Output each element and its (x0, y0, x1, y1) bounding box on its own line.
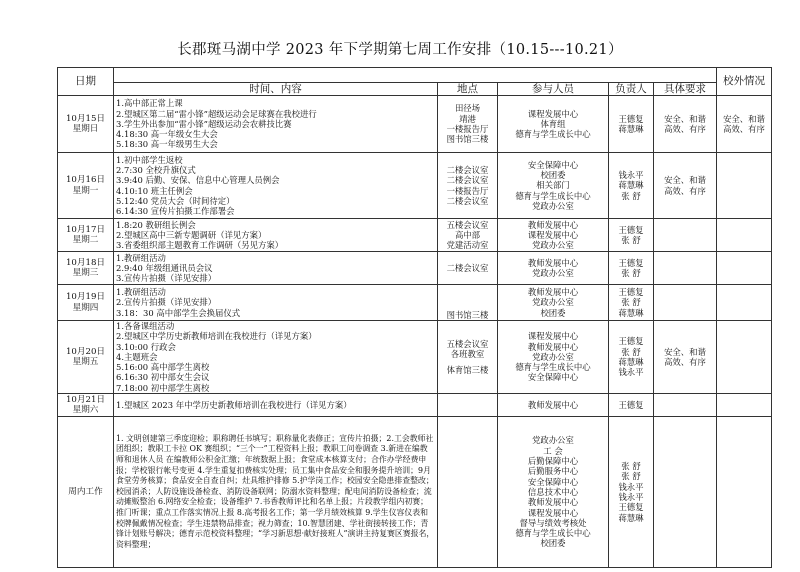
header-row (58, 83, 772, 96)
place-cell: 图书馆三楼 (438, 285, 498, 321)
page-title: 长郡斑马湖中学 2023 年下学期第七周工作安排（10.15---10.21） (177, 42, 623, 58)
people-cell: 教师发展中心 (498, 394, 609, 417)
content-cell: 1.望城区 2023 年中学历史新教师培训在我校进行（详见方案） (114, 394, 438, 417)
content-cell: 1.8:20 教研组长例会 2.望城区高中三新专题调研（详见方案） 3.省委组织部主题教育工作调研（另见方案） (114, 219, 438, 252)
content-cell: 1.教研组活动 2.宣传片拍摄（详见安排） 3.18：30 高中部学生会换届仪式 (114, 285, 438, 321)
offcampus-cell (717, 219, 772, 252)
people-cell: 党政办公室 工 会 后勤保障中心 后勤服务中心 安全保障中心 信息技术中心 教师发展中心 课程发展中心 督导与绩效考核处 德育与学生成长中心 校团委 (498, 417, 609, 568)
header-row-top (58, 68, 772, 83)
header-lead: 负责人 (609, 83, 654, 96)
date-cell: 10月17日 星期二 (58, 219, 114, 252)
req-cell (654, 285, 717, 321)
header-req: 具体要求 (654, 83, 717, 96)
req-cell: 安全、和谐 高效、有序 (654, 321, 717, 394)
lead-cell: 王德复 张 舒 蒋慧琳 (609, 285, 654, 321)
offcampus-cell (717, 285, 772, 321)
req-cell: 安全、和谐 高效、有序 (654, 96, 717, 153)
place-cell (438, 417, 498, 568)
offcampus-cell (717, 252, 772, 285)
lead-cell: 张 舒 张 舒 钱永平 钱永平 王德复 蒋慧琳 (609, 417, 654, 568)
content-cell: 1.各备课组活动 2.望城区中学历史新教师培训在我校进行（详见方案） 3.10:00 行政会 4.主题班会 5.16:00 高中部学生离校 6.16:30 初中部女生会议 7.18:00 初中部学生离校 (114, 321, 438, 394)
header-place: 地点 (438, 83, 498, 96)
weekly-label: 周内工作 (58, 417, 114, 568)
header-date: 日期 (58, 68, 114, 96)
date-cell: 10月19日 星期四 (58, 285, 114, 321)
lead-cell: 钱永平 蒋慧琳 张 舒 (609, 153, 654, 219)
offcampus-cell (717, 417, 772, 568)
header-offcampus: 校外情况 (717, 68, 772, 96)
people-cell: 教师发展中心 党政办公室 (498, 252, 609, 285)
place-cell: 田径场 靖港 一楼报告厅 图书馆三楼 (438, 96, 498, 153)
date-cell: 10月21日 星期六 (58, 394, 114, 417)
place-cell (438, 394, 498, 417)
table-row (58, 96, 772, 153)
req-cell (654, 219, 717, 252)
table-row (58, 219, 772, 252)
place-cell: 五楼会议室 各班教室 体育馆三楼 (438, 321, 498, 394)
date-cell: 10月16日 星期一 (58, 153, 114, 219)
table-row (58, 394, 772, 417)
people-cell: 安全保障中心 校团委 相关部门 德育与学生成长中心 党政办公室 (498, 153, 609, 219)
content-cell: 1.初中部学生返校 2.7:30 全校升旗仪式 3.9:40 后勤、安保、信息中心管理人员例会 4.10:10 班主任例会 5.12:40 党员大会（时间待定） 6.14:30 宣传片拍摄工作部署会 (114, 153, 438, 219)
req-cell (654, 394, 717, 417)
place-cell: 二楼会议室 (438, 252, 498, 285)
people-cell: 教师发展中心 党政办公室 校团委 (498, 285, 609, 321)
people-cell: 教师发展中心 课程发展中心 党政办公室 (498, 219, 609, 252)
date-cell: 10月18日 星期三 (58, 252, 114, 285)
offcampus-cell (717, 153, 772, 219)
people-cell: 课程发展中心 教师发展中心 党政办公室 德育与学生成长中心 安全保障中心 (498, 321, 609, 394)
weekly-content: 1. 文明创建第三季度迎检；职称聘任书填写；职称量化表修正；宣传片拍摄；2.工会教师社团组织；教职工卡拉 OK 赛组织；“三个一”工程资料上报；教职工问卷调查 3.新进在编教师和退休人员 在编教师公积金汇缴；年统数据上报；食堂成本核算支付；合作办学经费申报；学校银行帐号变更 4.学生重复扣费核实处理；员工集中食品安全和服务提升培训；9月食堂劳务核算；食品安全自查自纠；灶具维护排修 5.护学岗工作；校园安全隐患排查整改；校园消杀；人防设施设备检查、消防设备联网；防溺水资料整理；配电间消防设备检查；流动摊贩整治 6.网络安全检查；设备维护 7.书香教师评比和名单上报；片段教学组内初赛；推门听课；重点工作落实情况上报 8.高考报名工作；第一学月绩效核算 9.学生仪容仪表和校牌佩戴情况检查；学生违禁物品排查；视力筛查；10.智慧团建、学社街接转接工作；青锋计划账号解决；德育示范校资料整理；“学习新思想·献好接班人”演讲主持复赛区赛报名，资料整理； (114, 417, 438, 568)
people-cell: 课程发展中心 体育组 德育与学生成长中心 (498, 96, 609, 153)
header-people: 参与人员 (498, 83, 609, 96)
lead-cell: 王德复 张 舒 (609, 219, 654, 252)
table-row (58, 252, 772, 285)
req-cell: 安全、和谐 高效、有序 (654, 153, 717, 219)
lead-cell: 王德复 蒋慧琳 (609, 96, 654, 153)
lead-cell: 王德复 (609, 394, 654, 417)
offcampus-cell (717, 321, 772, 394)
content-cell: 1.教研组活动 2.9:40 年级组通讯员会议 3.宣传片拍摄（详见安排） (114, 252, 438, 285)
lead-cell: 王德复 张 舒 蒋慧琳 钱永平 (609, 321, 654, 394)
table-row (58, 153, 772, 219)
schedule-table (57, 67, 772, 568)
offcampus-cell (717, 394, 772, 417)
table-row (58, 285, 772, 321)
date-cell: 10月20日 星期五 (58, 321, 114, 394)
header-time-content: 时间、内容 (114, 83, 438, 96)
content-cell: 1.高中部正常上课 2.望城区第二届“雷小锋”超级运动会足球赛在我校进行 3.学生外出参加“雷小锋”超级运动会农耕技比赛 4.18:30 高一年级女生大会 5.18:30 高一年级男生大会 (114, 96, 438, 153)
weekly-row (58, 417, 772, 568)
place-cell: 五楼会议室 高中部 党建活动室 (438, 219, 498, 252)
date-cell: 10月15日 星期日 (58, 96, 114, 153)
place-cell: 二楼会议室 二楼会议室 一楼报告厅 二楼会议室 (438, 153, 498, 219)
table-row (58, 321, 772, 394)
lead-cell: 王德复 张 舒 (609, 252, 654, 285)
req-cell (654, 252, 717, 285)
offcampus-cell: 安全、和谐 高效、有序 (717, 96, 772, 153)
req-cell (654, 417, 717, 568)
